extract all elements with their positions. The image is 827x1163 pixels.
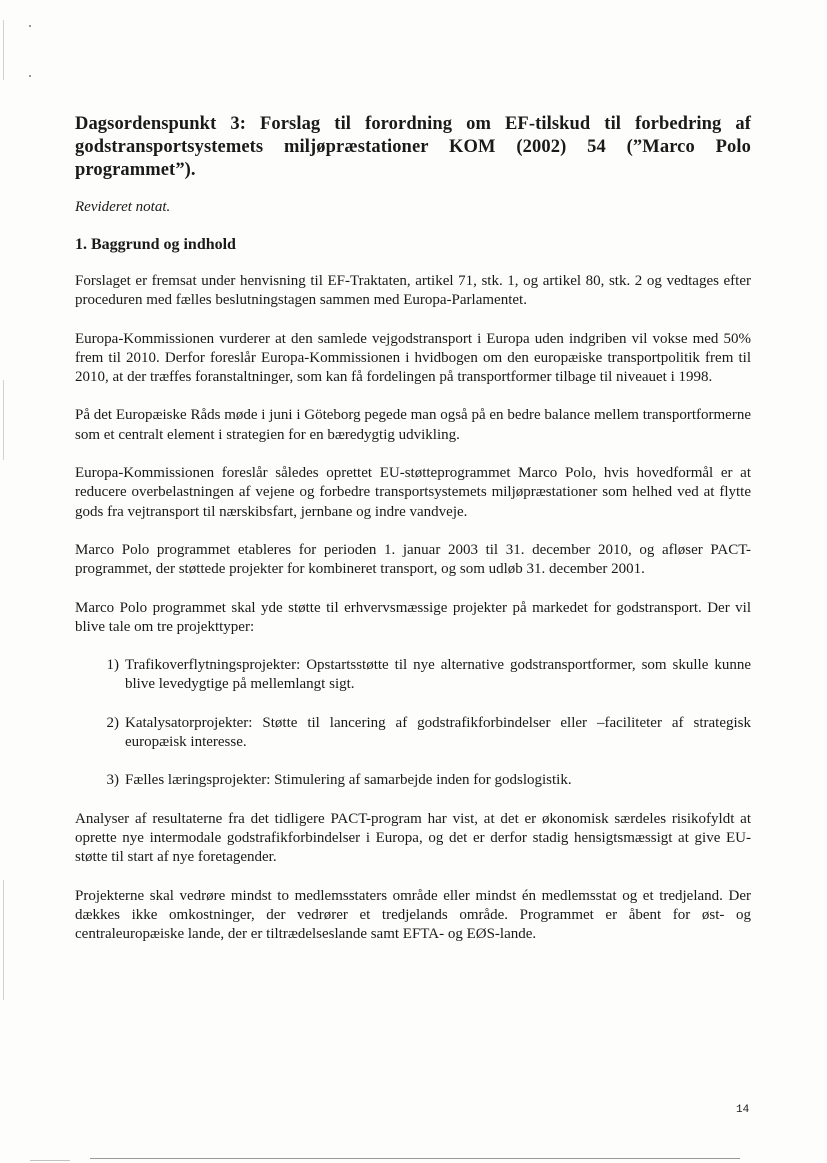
scan-speck [29, 25, 31, 27]
list-item-text: Katalysatorprojekter: Støtte til lancering af godstrafikforbindelser eller –faciliteter af strategisk europæisk interesse. [125, 714, 751, 751]
paragraph: På det Europæiske Råds møde i juni i Göteborg pegede man også på en bedre balance mellem transportformerne som et centralt element i strategien for en bæredygtig udvikling. [75, 407, 751, 443]
paragraph: Europa-Kommissionen foreslår således oprettet EU-støtteprogrammet Marco Polo, hvis hovedformål er at reducere overbelastningen af vejene og forbedre transportsystemets miljøpræstationer som helhed ved at flytte gods fra vejtransport til nærskibsfart, jernbane og indre vandveje. [75, 465, 751, 520]
paragraph: Marco Polo programmet etableres for perioden 1. januar 2003 til 31. december 2010, og afløser PACT-programmet, der støttede projekter for kombineret transport, og som udløb 31. december 2001. [75, 541, 751, 578]
section-heading: 1. Baggrund og indhold [75, 236, 236, 253]
paragraph: Forslaget er fremsat under henvisning til EF-Traktaten, artikel 71, stk. 1, og artikel 80, stk. 2 og vedtages efter proceduren med fælles beslutningstagen sammen med Europa-Parlamentet. [75, 273, 751, 309]
document-subtitle: Revideret notat. [75, 199, 171, 215]
scan-speck [29, 75, 31, 77]
document-page [75, 113, 751, 963]
list-item [75, 714, 751, 753]
document-title: Dagsordenspunkt 3: Forslag til forordning om EF-tilskud til forbedring af godstransportsystemets miljøpræstationer KOM (2002) 54 (”Marco Polo programmet”). [75, 114, 751, 180]
paragraph: Projekterne skal vedrøre mindst to medlemsstaters område eller mindst én medlemsstat og et tredjeland. Der dækkes ikke omkostninger, der vedrører et tredjelands område. Programmet er åbent for øst- og centraleuropæiske lande, der er tiltrædelseslande samt EFTA- og EØS-lande. [75, 887, 751, 943]
list-item-text: Fælles læringsprojekter: Stimulering af samarbejde inden for godslogistik. [125, 772, 572, 789]
scan-edge-mark [3, 880, 4, 1000]
paragraph: Marco Polo programmet skal yde støtte til erhvervsmæssige projekter på markedet for godstransport. Der vil blive tale om tre projekttyper: [75, 599, 751, 635]
paragraph: Analyser af resultaterne fra det tidligere PACT-program har vist, at det er økonomisk særdeles risikofyldt at oprette nye intermodale godstrafikforbindelser i Europa, og det er derfor stadig hensigtsmæssigt at give EU-støtte til start af nye foretagender. [75, 810, 751, 866]
list-item-number: 3) [106, 772, 119, 789]
list-item [75, 771, 751, 790]
scan-bottom-line [90, 1158, 740, 1159]
page-number: 14 [736, 1104, 750, 1116]
list-item-text: Trafikoverflytningsprojekter: Opstartsstøtte til nye alternative godstransportformer, som skulle kunne blive levedygtige på mellemlangt sigt. [125, 657, 751, 693]
scan-edge-mark [3, 20, 4, 80]
scan-edge-mark [3, 380, 4, 460]
paragraph: Europa-Kommissionen vurderer at den samlede vejgodstransport i Europa uden indgriben vil vokse med 50% frem til 2010. Derfor foreslår Europa-Kommissionen i hvidbogen om den europæiske transportpolitik frem til 2010, at der træffes foranstaltninger, som kan få fordelingen på transportformer tilbage til niveauet i 1998. [75, 330, 751, 386]
list-item-number: 1) [106, 657, 119, 674]
scan-bottom-line [30, 1160, 70, 1161]
project-types-list [75, 656, 751, 790]
list-item-number: 2) [106, 714, 119, 731]
list-item [75, 656, 751, 695]
